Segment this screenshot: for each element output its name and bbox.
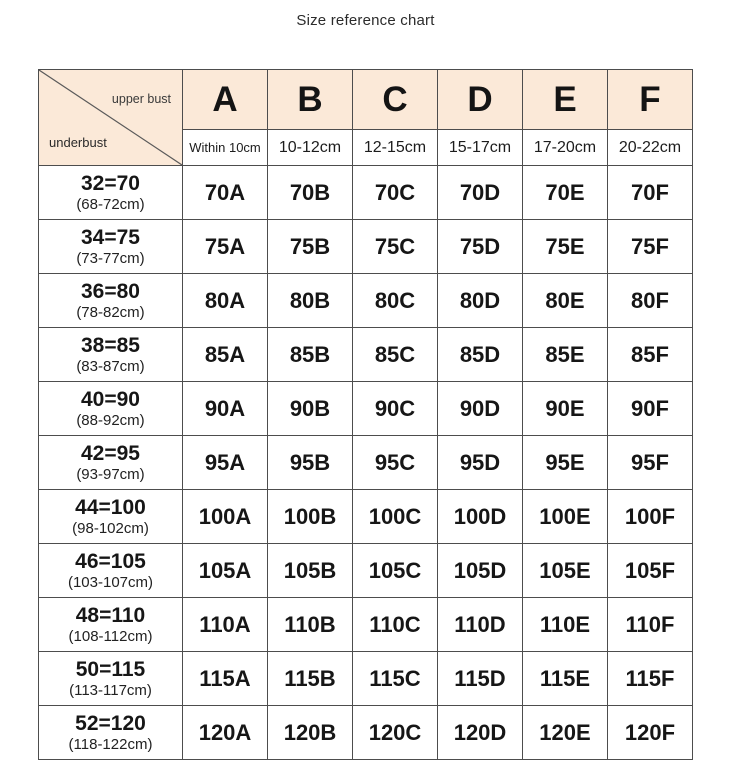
size-cell-80A: 80A [183, 274, 268, 328]
column-header-B: B [268, 70, 353, 130]
size-cell-120E: 120E [523, 706, 608, 760]
row-range-label: (118-122cm) [68, 735, 153, 753]
size-cell-105F: 105F [608, 544, 693, 598]
size-cell-70F: 70F [608, 166, 693, 220]
column-range-D: 15-17cm [438, 130, 523, 166]
size-cell-85D: 85D [438, 328, 523, 382]
size-cell-95E: 95E [523, 436, 608, 490]
row-header [39, 382, 183, 436]
size-cell-75D: 75D [438, 220, 523, 274]
row-header [39, 328, 183, 382]
size-cell-120B: 120B [268, 706, 353, 760]
table-row [39, 544, 693, 598]
row-header [39, 220, 183, 274]
row-range-label: (68-72cm) [76, 195, 145, 213]
size-cell-75B: 75B [268, 220, 353, 274]
corner-label-underbust: underbust [49, 135, 107, 150]
row-header [39, 598, 183, 652]
table-row [39, 220, 693, 274]
size-cell-115B: 115B [268, 652, 353, 706]
size-cell-115C: 115C [353, 652, 438, 706]
row-range-label: (98-102cm) [72, 519, 149, 537]
size-cell-70A: 70A [183, 166, 268, 220]
size-cell-115F: 115F [608, 652, 693, 706]
size-cell-100E: 100E [523, 490, 608, 544]
table-body [39, 166, 693, 760]
size-cell-90C: 90C [353, 382, 438, 436]
column-range-C: 12-15cm [353, 130, 438, 166]
row-range-label: (103-107cm) [67, 573, 154, 591]
size-cell-100C: 100C [353, 490, 438, 544]
row-size-label: 38=85 [81, 333, 140, 357]
size-cell-110A: 110A [183, 598, 268, 652]
size-cell-110C: 110C [353, 598, 438, 652]
size-cell-100D: 100D [438, 490, 523, 544]
size-cell-90D: 90D [438, 382, 523, 436]
table-row [39, 598, 693, 652]
table-row [39, 382, 693, 436]
table-row [39, 166, 693, 220]
column-range-E: 17-20cm [523, 130, 608, 166]
size-cell-90B: 90B [268, 382, 353, 436]
size-cell-75E: 75E [523, 220, 608, 274]
size-cell-80F: 80F [608, 274, 693, 328]
column-header-D: D [438, 70, 523, 130]
row-size-label: 46=105 [75, 549, 146, 573]
column-range-B: 10-12cm [268, 130, 353, 166]
column-header-F: F [608, 70, 693, 130]
size-cell-75A: 75A [183, 220, 268, 274]
size-cell-105D: 105D [438, 544, 523, 598]
size-cell-110F: 110F [608, 598, 693, 652]
row-header [39, 490, 183, 544]
column-range-F: 20-22cm [608, 130, 693, 166]
size-cell-95B: 95B [268, 436, 353, 490]
size-cell-100A: 100A [183, 490, 268, 544]
table-row [39, 328, 693, 382]
size-cell-90A: 90A [183, 382, 268, 436]
column-header-E: E [523, 70, 608, 130]
size-cell-110D: 110D [438, 598, 523, 652]
size-cell-105E: 105E [523, 544, 608, 598]
row-size-label: 42=95 [81, 441, 140, 465]
row-size-label: 48=110 [75, 603, 146, 627]
table-row [39, 436, 693, 490]
row-header [39, 274, 183, 328]
size-cell-85E: 85E [523, 328, 608, 382]
size-reference-table [38, 69, 693, 760]
row-size-label: 34=75 [81, 225, 140, 249]
table-row [39, 652, 693, 706]
size-cell-95F: 95F [608, 436, 693, 490]
size-cell-85A: 85A [183, 328, 268, 382]
size-cell-85B: 85B [268, 328, 353, 382]
size-cell-115D: 115D [438, 652, 523, 706]
size-cell-120D: 120D [438, 706, 523, 760]
table-row [39, 706, 693, 760]
size-cell-70B: 70B [268, 166, 353, 220]
size-cell-90E: 90E [523, 382, 608, 436]
size-cell-100B: 100B [268, 490, 353, 544]
size-cell-115A: 115A [183, 652, 268, 706]
size-cell-80B: 80B [268, 274, 353, 328]
row-size-label: 36=80 [81, 279, 140, 303]
row-size-label: 44=100 [75, 495, 146, 519]
row-range-label: (78-82cm) [76, 303, 145, 321]
size-cell-120C: 120C [353, 706, 438, 760]
size-cell-110B: 110B [268, 598, 353, 652]
row-header [39, 436, 183, 490]
page-title: Size reference chart [296, 12, 435, 29]
row-range-label: (83-87cm) [76, 357, 145, 375]
size-cell-95D: 95D [438, 436, 523, 490]
corner-header-cell [39, 70, 183, 166]
row-header [39, 652, 183, 706]
row-size-label: 40=90 [81, 387, 140, 411]
size-cell-85F: 85F [608, 328, 693, 382]
size-cell-110E: 110E [523, 598, 608, 652]
size-cell-95A: 95A [183, 436, 268, 490]
table-row [39, 274, 693, 328]
size-cell-105B: 105B [268, 544, 353, 598]
row-header [39, 706, 183, 760]
diagonal-divider-line [39, 70, 182, 165]
size-cell-70C: 70C [353, 166, 438, 220]
size-cell-105C: 105C [353, 544, 438, 598]
size-cell-70D: 70D [438, 166, 523, 220]
row-header [39, 544, 183, 598]
size-cell-115E: 115E [523, 652, 608, 706]
row-size-label: 32=70 [81, 171, 140, 195]
column-range-A: Within 10cm [183, 130, 268, 166]
size-cell-90F: 90F [608, 382, 693, 436]
row-size-label: 52=120 [75, 711, 146, 735]
size-cell-80E: 80E [523, 274, 608, 328]
size-cell-75C: 75C [353, 220, 438, 274]
size-cell-100F: 100F [608, 490, 693, 544]
size-cell-80D: 80D [438, 274, 523, 328]
size-cell-75F: 75F [608, 220, 693, 274]
row-range-label: (88-92cm) [76, 411, 145, 429]
corner-label-upper-bust: upper bust [111, 92, 171, 106]
size-cell-85C: 85C [353, 328, 438, 382]
row-size-label: 50=115 [75, 657, 146, 681]
row-header [39, 166, 183, 220]
row-range-label: (108-112cm) [68, 627, 153, 645]
column-header-C: C [353, 70, 438, 130]
row-range-label: (113-117cm) [69, 681, 152, 699]
row-range-label: (73-77cm) [76, 249, 145, 267]
size-cell-120A: 120A [183, 706, 268, 760]
table-row [39, 490, 693, 544]
size-cell-80C: 80C [353, 274, 438, 328]
size-cell-120F: 120F [608, 706, 693, 760]
size-cell-105A: 105A [183, 544, 268, 598]
size-cell-70E: 70E [523, 166, 608, 220]
header-letter-row [39, 70, 693, 130]
row-range-label: (93-97cm) [76, 465, 145, 483]
column-header-A: A [183, 70, 268, 130]
size-cell-95C: 95C [353, 436, 438, 490]
